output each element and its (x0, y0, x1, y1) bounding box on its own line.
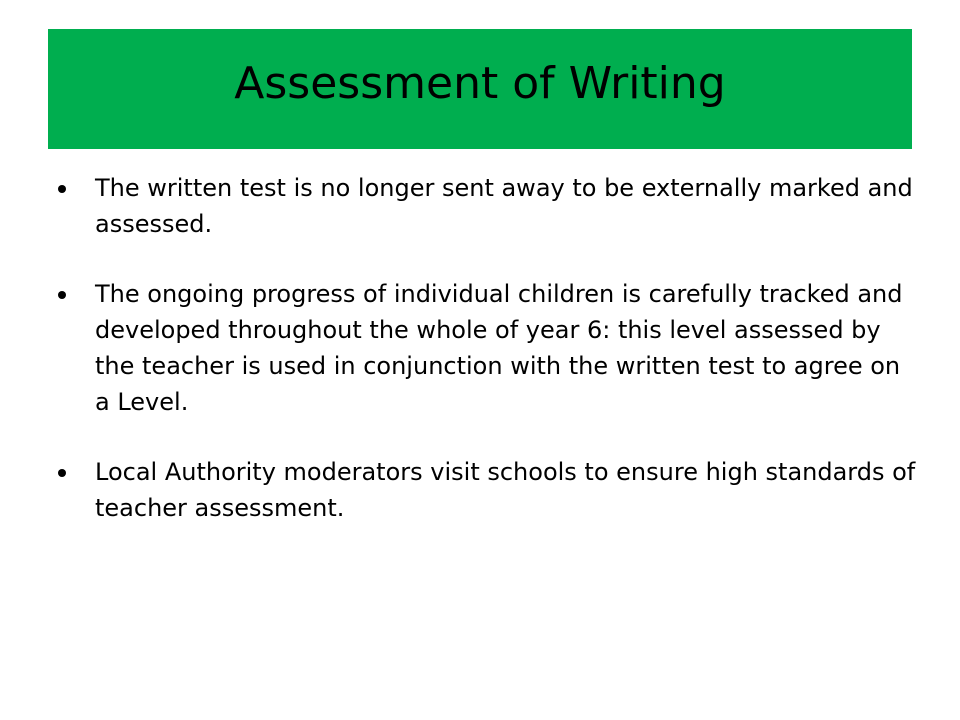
bullet-dot-icon (58, 291, 66, 299)
bullet-text: Local Authority moderators visit schools to ensure high standards of teacher assessment. (95, 458, 916, 522)
title-bar (48, 29, 912, 149)
bullet-item (58, 276, 918, 420)
bullet-text: The ongoing progress of individual children is carefully tracked and developed throughout the whole of year 6: this level assessed by the teacher is used in conjunction with the written test to agree on a Level. (95, 280, 903, 416)
bullet-dot-icon (58, 185, 66, 193)
bullet-dot-icon (58, 469, 66, 477)
bullet-item (58, 170, 918, 242)
slide-title: Assessment of Writing (234, 58, 726, 109)
bullet-item (58, 454, 918, 526)
bullet-list (58, 170, 918, 526)
bullet-text: The written test is no longer sent away to be externally marked and assessed. (95, 174, 913, 238)
